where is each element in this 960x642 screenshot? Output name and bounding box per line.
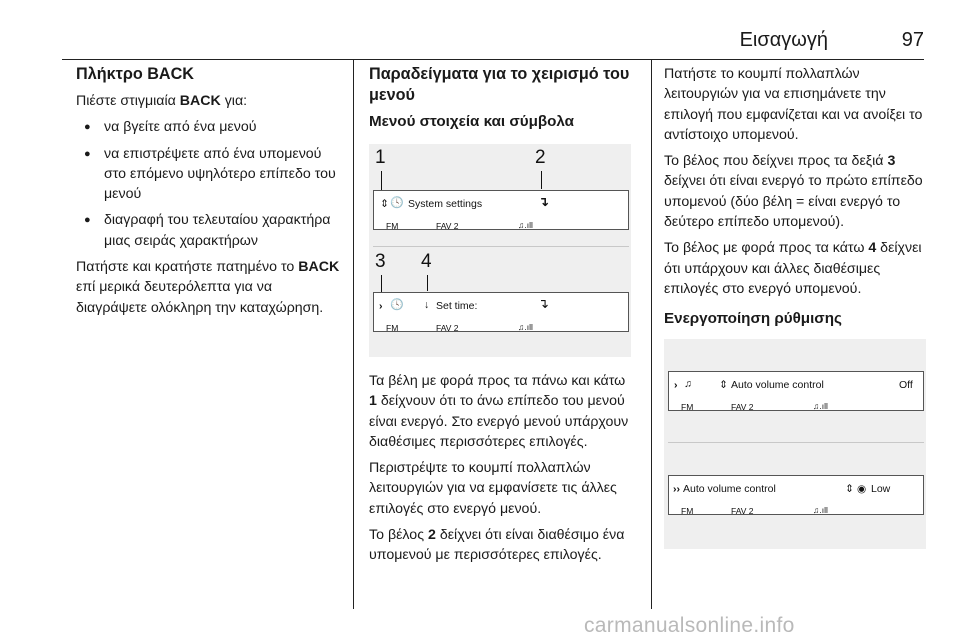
screen-title: Auto volume control xyxy=(731,379,824,392)
back-hold-paragraph: Πατήστε και κρατήστε πατημένο το BACK επί μερικά δευτερόλεπτα για να διαγράψετε ολόκληρη την καταχώρηση. xyxy=(76,259,340,316)
screen-auto-volume-off xyxy=(668,371,924,411)
list-item: ● να βγείτε από ένα μενού xyxy=(76,117,344,137)
submenu-arrow-icon: ↴ xyxy=(538,296,549,311)
column-divider-2 xyxy=(651,59,652,609)
screen-title: Set time: xyxy=(436,300,478,312)
updown-arrows-paragraph: Τα βέλη με φορά προς τα πάνω και κάτω 1 δείχνουν ότι το άνω επίπεδο του μενού είναι ενεργό. Στο ενεργό μενού υπάρχουν διαθέσιμες περισσότερες επιλογές. xyxy=(369,373,629,450)
site-watermark: carmanualsonline.info xyxy=(584,614,795,637)
list-item: ● να επιστρέψετε από ένα υπομενού στο επόμενο υψηλότερο επίπεδο του μενού xyxy=(76,144,344,205)
menu-examples-heading: Παραδείγματα για το χειρισμό του μενού xyxy=(369,65,630,104)
figure-separator xyxy=(668,442,924,443)
list-item: ● διαγραφή του τελευταίου χαρακτήρα μιας σειράς χαρακτήρων xyxy=(76,210,344,251)
down-arrow-icon: ↓ xyxy=(424,299,430,311)
updown-arrows-icon: ⇕ xyxy=(845,483,854,496)
submenu-arrow-icon: ↴ xyxy=(538,194,549,209)
clock-icon: 🕓 xyxy=(390,197,404,209)
figure-separator xyxy=(373,246,629,247)
column-3 xyxy=(664,64,928,549)
band-label: FM xyxy=(386,323,399,333)
preset-label: FAV 2 xyxy=(436,323,459,333)
screen-set-time xyxy=(373,292,629,332)
band-label: FM xyxy=(386,221,399,231)
signal-icon: ♫.ıll xyxy=(518,220,533,230)
screen-auto-volume-low xyxy=(668,475,924,515)
double-right-arrow-icon: ›› xyxy=(673,483,680,496)
activate-setting-figure xyxy=(664,339,926,549)
header-rule xyxy=(62,59,924,60)
menu-symbols-figure xyxy=(369,144,631,357)
callout-line-3 xyxy=(381,275,382,293)
press-knob-paragraph: Πατήστε το κουμπί πολλαπλών λειτουργιών για να επισημάνετε την επιλογή που εμφανίζεται και να ανοίξει το αντίστοιχο υπομενού. xyxy=(664,66,923,143)
callout-4: 4 xyxy=(421,251,432,272)
band-label: FM xyxy=(681,506,694,517)
setting-value: Off xyxy=(899,379,913,392)
preset-label: FAV 2 xyxy=(731,402,754,413)
preset-label: FAV 2 xyxy=(731,506,754,517)
callout-line-2 xyxy=(541,171,542,189)
activate-setting-heading: Ενεργοποίηση ρύθμισης xyxy=(664,310,842,328)
callout-2: 2 xyxy=(535,147,546,168)
signal-icon: ♫.ıll xyxy=(813,401,828,412)
submenu-arrow-paragraph: Το βέλος 2 δείχνει ότι είναι διαθέσιμο ένα υπομενού με περισσότερες επιλογές. xyxy=(369,527,625,564)
right-arrow-paragraph: Το βέλος που δείχνει προς τα δεξιά 3 δείχνει ότι είναι ενεργό το πρώτο επίπεδο υπομενού (δύο βέλη = είναι ενεργό το δεύτερο επίπεδο υπομενού). xyxy=(664,153,923,231)
rotate-knob-paragraph: Περιστρέψτε το κουμπί πολλαπλών λειτουργιών για να εμφανίσετε τις άλλες επιλογές στο ενεργό μενού. xyxy=(369,460,617,517)
screen-system-settings xyxy=(373,190,629,230)
chapter-title: Εισαγωγή xyxy=(739,29,828,51)
callout-line-1 xyxy=(381,171,382,191)
setting-value: Low xyxy=(871,483,891,496)
back-intro: Πιέστε στιγμιαία BACK για: xyxy=(76,93,248,109)
music-note-icon: ♫ xyxy=(684,378,692,391)
column-2 xyxy=(369,64,637,572)
back-key-heading: Πλήκτρο BACK xyxy=(76,65,194,83)
column-1 xyxy=(76,64,344,324)
signal-icon: ♫.ıll xyxy=(813,505,828,516)
callout-line-4 xyxy=(427,275,428,291)
clock-icon: 🕓 xyxy=(390,299,404,311)
updown-arrows-icon: ⇕ xyxy=(380,198,389,210)
band-label: FM xyxy=(681,402,694,413)
right-arrow-icon: › xyxy=(379,300,383,312)
column-divider-1 xyxy=(353,59,354,609)
back-bullet-list xyxy=(76,117,344,251)
callout-1: 1 xyxy=(375,147,386,168)
menu-items-subheading: Μενού στοιχεία και σύμβολα xyxy=(369,113,575,130)
page-number: 97 xyxy=(901,29,924,51)
preset-label: FAV 2 xyxy=(436,221,459,231)
updown-arrows-icon: ⇕ xyxy=(719,379,728,392)
signal-icon: ♫.ıll xyxy=(518,322,533,332)
right-arrow-icon: › xyxy=(674,379,678,392)
screen-title: Auto volume control xyxy=(683,483,776,496)
down-arrow-paragraph: Το βέλος με φορά προς τα κάτω 4 δείχνει ότι υπάρχουν και άλλες διαθέσιμες επιλογές στο ενεργό υπομενού. xyxy=(664,240,922,297)
screen-title: System settings xyxy=(408,198,483,210)
radio-selected-icon: ◉ xyxy=(857,483,867,496)
callout-3: 3 xyxy=(375,251,386,272)
